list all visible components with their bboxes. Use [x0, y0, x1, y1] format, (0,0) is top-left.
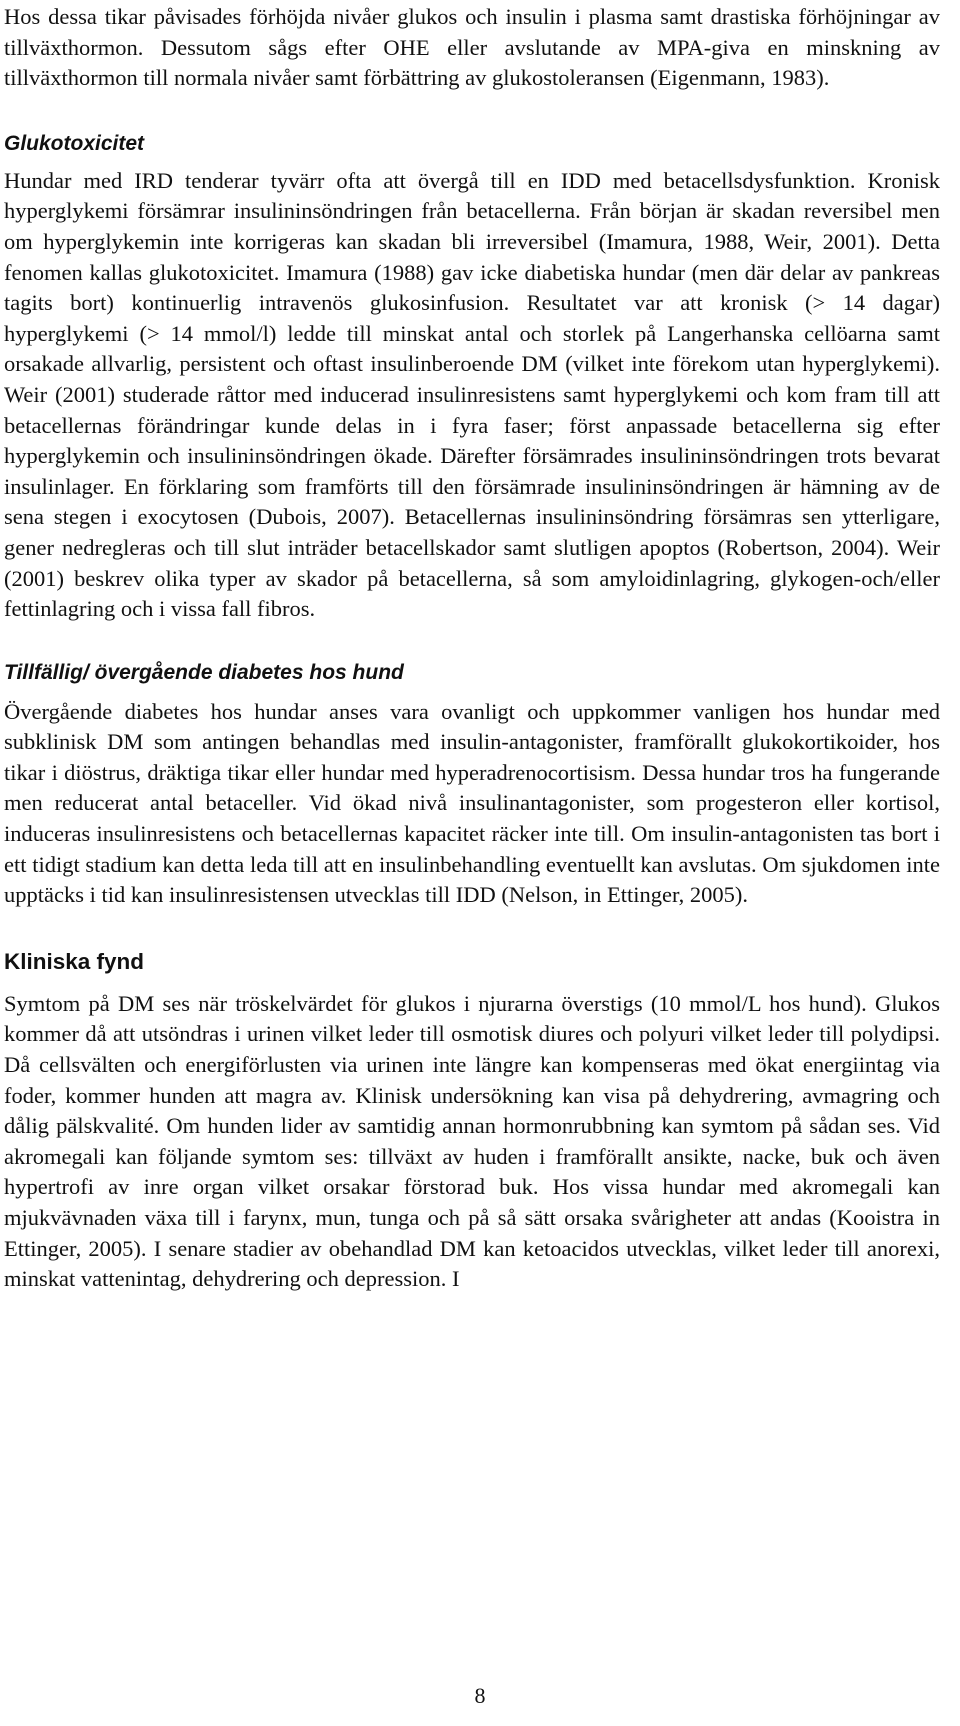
page-content — [4, 2, 940, 1295]
heading-glukotoxicitet: Glukotoxicitet — [4, 131, 145, 155]
paragraph-kliniska-fynd: Symtom på DM ses när tröskelvärdet för glukos i njurarna överstigs (10 mmol/L hos hund). Glukos kommer då att utsöndras i urinen vilket leder till osmotisk diures och polyuri vilket leder till polydipsi. Då cellsvälten och energiförlusten via urinen inte längre kan kompenseras med ökat energiintag via foder, kommer hunden att magra av. Klinisk undersökning kan visa på dehydrering, avmagring och dålig pälskvalité. Om hunden lider av samtidig annan hormonrubbning kan symtom på sådan ses. Vid akromegali kan följande symtom ses: tillväxt av huden i framförallt ansikte, nacke, buk och även hypertrofi av inre organ vilket orsakar förstorad buk. Hos vissa hundar med akromegali kan mjukvävnaden växa till i farynx, mun, tunga och på så sätt orsaka svårigheter att andas (Kooistra in Ettinger, 2005). I senare stadier av obehandlad DM kan ketoacidos utvecklas, vilket leder till anorexi, minskat vattenintag, dehydrering och depression. I — [4, 990, 940, 1292]
heading-tillfallig-diabetes: Tillfällig/ övergående diabetes hos hund — [4, 660, 404, 684]
heading-kliniska-fynd: Kliniska fynd — [4, 948, 145, 974]
paragraph-intro: Hos dessa tikar påvisades förhöjda nivåer glukos och insulin i plasma samt drastiska förhöjningar av tillväxthormon. Dessutom sågs efter OHE eller avslutande av MPA-giva en minskning av tillväxthormon till normala nivåer samt förbättring av glukostoleransen (Eigenmann, 1983). — [4, 4, 940, 91]
paragraph-tillfallig-diabetes: Övergående diabetes hos hundar anses vara ovanligt och uppkommer vanligen hos hundar med subklinisk DM som antingen behandlas med insulin-antagonister, framförallt glukokortikoider, hos tikar i diöstrus, dräktiga tikar eller hundar med hyperadrenocortisism. Dessa hundar tros ha fungerande men reducerat antal betaceller. Vid ökad nivå insulinantagonister, som progesteron eller kortisol, induceras insulinresistens och betacellernas kapacitet räcker inte till. Om insulin-antagonisten tas bort i ett tidigt stadium kan detta leda till att en insulinbehandling eventuellt kan avslutas. Om sjukdomen inte upptäcks i tid kan insulinresistensen utvecklas till IDD (Nelson, in Ettinger, 2005). — [4, 698, 940, 908]
page-number: 8 — [474, 1683, 486, 1708]
paragraph-glukotoxicitet: Hundar med IRD tenderar tyvärr ofta att övergå till en IDD med betacellsdysfunktion. Kronisk hyperglykemi försämrar insulininsöndringen från betacellerna. Från början är skadan reversibel men om hyperglykemin inte korrigeras kan skadan bli irreversibel (Imamura, 1988, Weir, 2001). Detta fenomen kallas glukotoxicitet. Imamura (1988) gav icke diabetiska hundar (men där delar av pankreas tagits bort) kontinuerlig intravenös glukosinfusion. Resultatet var att kronisk (> 14 dagar) hyperglykemi (> 14 mmol/l) ledde till minskat antal och storlek på Langerhanska cellöarna samt orsakade allvarlig, persistent och oftast insulinberoende DM (vilket inte förekom utan hyperglykemi). Weir (2001) studerade råttor med inducerad insulinresistens samt hyperglykemi och kom fram till att betacellernas förändringar kunde delas in i fyra faser; först anpassade betacellerna sig efter hyperglykemin och insulininsöndringen ökade. Därefter försämrades insulininsöndringen trots bevarat insulinlager. En förklaring som framförts till den försämrade insulininsöndringen är hämning av de sena stegen i exocytosen (Dubois, 2007). Betacellernas insulininsöndring försämras sen ytterligare, gener nedregleras och till slut inträder betacellskador samt slutligen apoptos (Robertson, 2004). Weir (2001) beskrev olika typer av skador på betacellerna, så som amyloidinlagring, glykogen-och/eller fettinlagring och i vissa fall fibros. — [4, 167, 940, 622]
